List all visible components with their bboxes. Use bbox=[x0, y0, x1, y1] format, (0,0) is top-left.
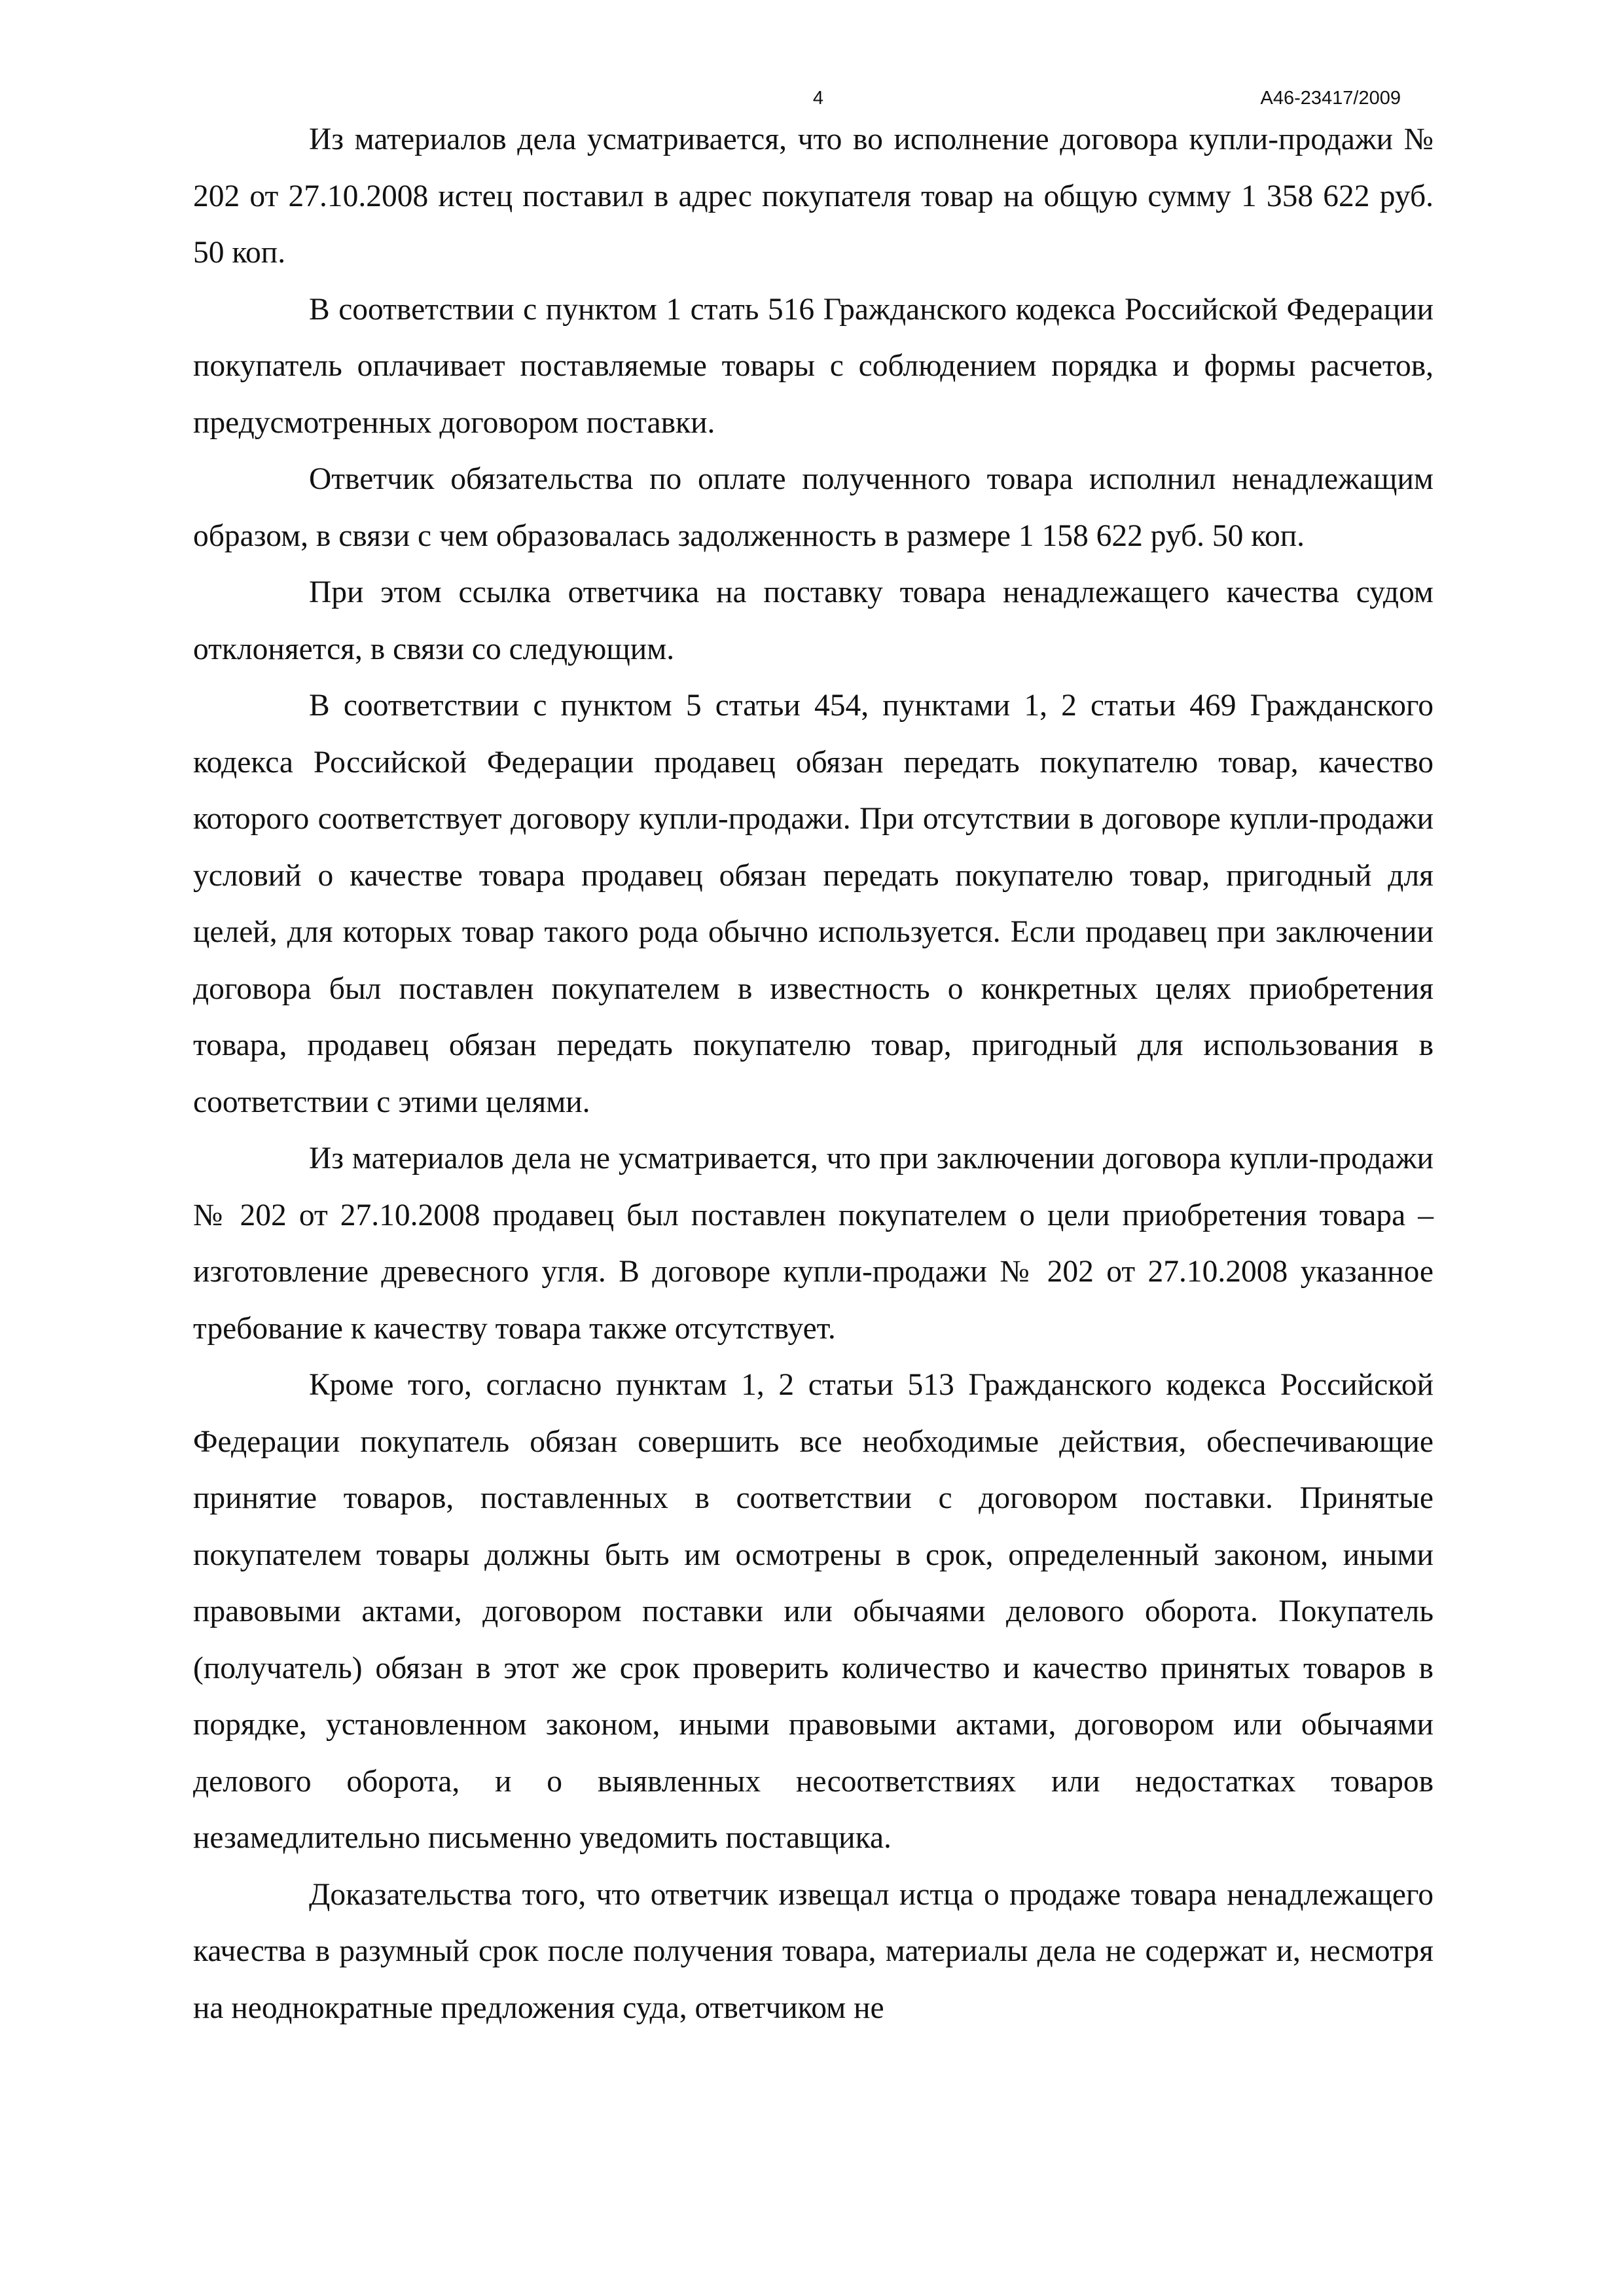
paragraph-7: Кроме того, согласно пунктам 1, 2 статьи 513 Гражданского кодекса Российской Федерации покупатель обязан совершить все необходимые действия, обеспечивающие принятие товаров, поставленных в соответствии с договором поставки. Принятые покупателем товары должны быть им осмотрены в срок, определенный законом, иными правовыми актами, договором поставки или обычаями делового оборота. Покупатель (получатель) обязан в этот же срок проверить количество и качество принятых товаров в порядке, установленном законом, иными правовыми актами, договором или обычаями делового оборота, и о выявленных несоответствиях или недостатках товаров незамедлительно письменно уведомить поставщика. bbox=[193, 1368, 1434, 1855]
paragraph-6: Из материалов дела не усматривается, что при заключении договора купли-продажи № 202 от 27.10.2008 продавец был поставлен покупателем о цели приобретения товара – изготовление древесного угля. В договоре купли-продажи № 202 от 27.10.2008 указанное требование к качеству товара также отсутствует. bbox=[193, 1141, 1434, 1346]
paragraph-4: При этом ссылка ответчика на поставку товара ненадлежащего качества судом отклоняется, в связи со следующим. bbox=[193, 575, 1434, 666]
paragraph-1: Из материалов дела усматривается, что во исполнение договора купли-продажи № 202 от 27.10.2008 истец поставил в адрес покупателя товар на общую сумму 1 358 622 руб. 50 коп. bbox=[193, 122, 1434, 270]
document-body bbox=[193, 111, 1434, 2036]
case-number: А46-23417/2009 bbox=[1260, 88, 1401, 109]
page-number: 4 bbox=[812, 88, 824, 109]
paragraph-8: Доказательства того, что ответчик извещал истца о продаже товара ненадлежащего качества в разумный срок после получения товара, материалы дела не содержат и, несмотря на неоднократные предложения суда, ответчиком не bbox=[193, 1877, 1434, 2025]
paragraph-5: В соответствии с пунктом 5 статьи 454, пунктами 1, 2 статьи 469 Гражданского кодекса Российской Федерации продавец обязан передать покупателю товар, качество которого соответствует договору купли-продажи. При отсутствии в договоре купли-продажи условий о качестве товара продавец обязан передать покупателю товар, пригодный для целей, для которых товар такого рода обычно используется. Если продавец при заключении договора был поставлен покупателем в известность о конкретных целях приобретения товара, продавец обязан передать покупателю товар, пригодный для использования в соответствии с этими целями. bbox=[193, 689, 1434, 1119]
paragraph-2: В соответствии с пунктом 1 стать 516 Гражданского кодекса Российской Федерации покупатель оплачивает поставляемые товары с соблюдением порядка и формы расчетов, предусмотренных договором поставки. bbox=[193, 292, 1434, 440]
paragraph-3: Ответчик обязательства по оплате полученного товара исполнил ненадлежащим образом, в связи с чем образовалась задолженность в размере 1 158 622 руб. 50 коп. bbox=[193, 462, 1434, 553]
